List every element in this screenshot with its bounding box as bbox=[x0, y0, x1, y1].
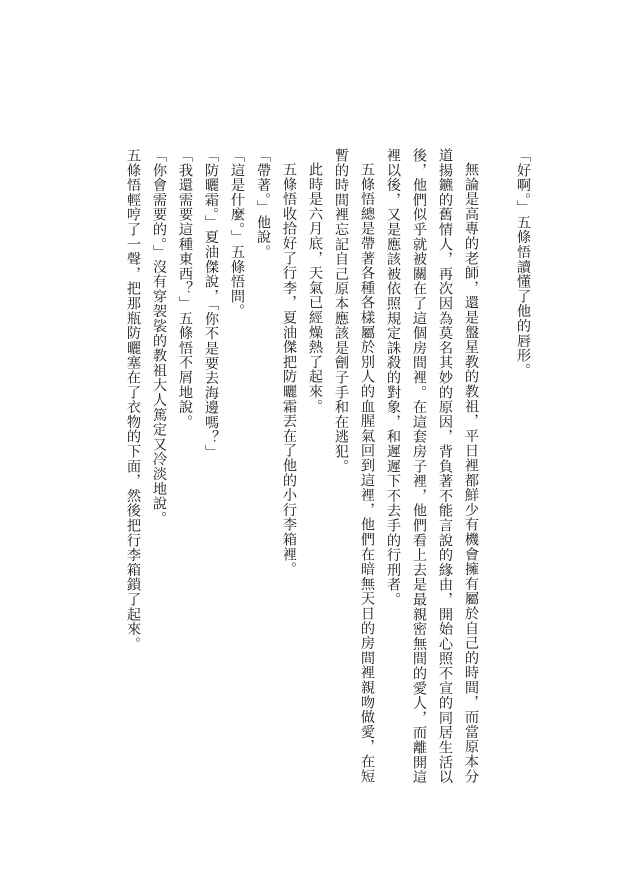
paragraph-5: 五條悟收拾好了行李，夏油傑把防曬霜丟在了他的小行李箱裡。 bbox=[281, 162, 297, 577]
paragraph-9: 「我還需要這種東西？」五條悟不屑地說。 bbox=[177, 148, 193, 430]
paragraph-6: 「帶著。」他說。 bbox=[255, 148, 271, 260]
paragraph-8: 「防曬霜。」夏油傑說，「你不是要去海邊嗎？」 bbox=[203, 148, 219, 460]
paragraph-7: 「這是什麼。」五條悟問。 bbox=[229, 148, 245, 319]
paragraph-2: 無論是高專的老師，還是盤星教的教祖，平日裡都鮮少有機會擁有屬於自己的時間，而當原本分道揚鑣的舊情人，再次因為莫名其妙的原因，背負著不能言說的緣由，開始心照不宣的同居生活以後，他們似乎就被關在了這個房間裡。在這套房子裡，他們看上去是最親密無間的愛人，而離開這裡以後，又是應該被依照規定誅殺的對象，和遲遲下不去手的行刑者。 bbox=[385, 148, 479, 785]
paragraph-1: 「好啊。」五條悟讀懂了他的唇形。 bbox=[515, 148, 531, 378]
paragraph-3: 五條悟總是帶著各種各樣屬於別人的血腥氣回到這裡，他們在暗無天日的房間裡親吻做愛，在短暫的時間裡忘記自己原本應該是劊子手和在逃犯。 bbox=[333, 148, 375, 784]
vertical-text-body bbox=[120, 148, 536, 788]
paragraph-11: 五條悟輕哼了一聲，把那瓶防曬塞在了衣物的下面，然後把行李箱鎖了起來。 bbox=[125, 148, 141, 652]
paragraph-10: 「你會需要的。」沒有穿袈裟的教祖大人篤定又冷淡地說。 bbox=[151, 148, 167, 526]
paragraph-break bbox=[484, 148, 510, 788]
paragraph-4: 此時是六月底，天氣已經燥熱了起來。 bbox=[307, 162, 323, 414]
